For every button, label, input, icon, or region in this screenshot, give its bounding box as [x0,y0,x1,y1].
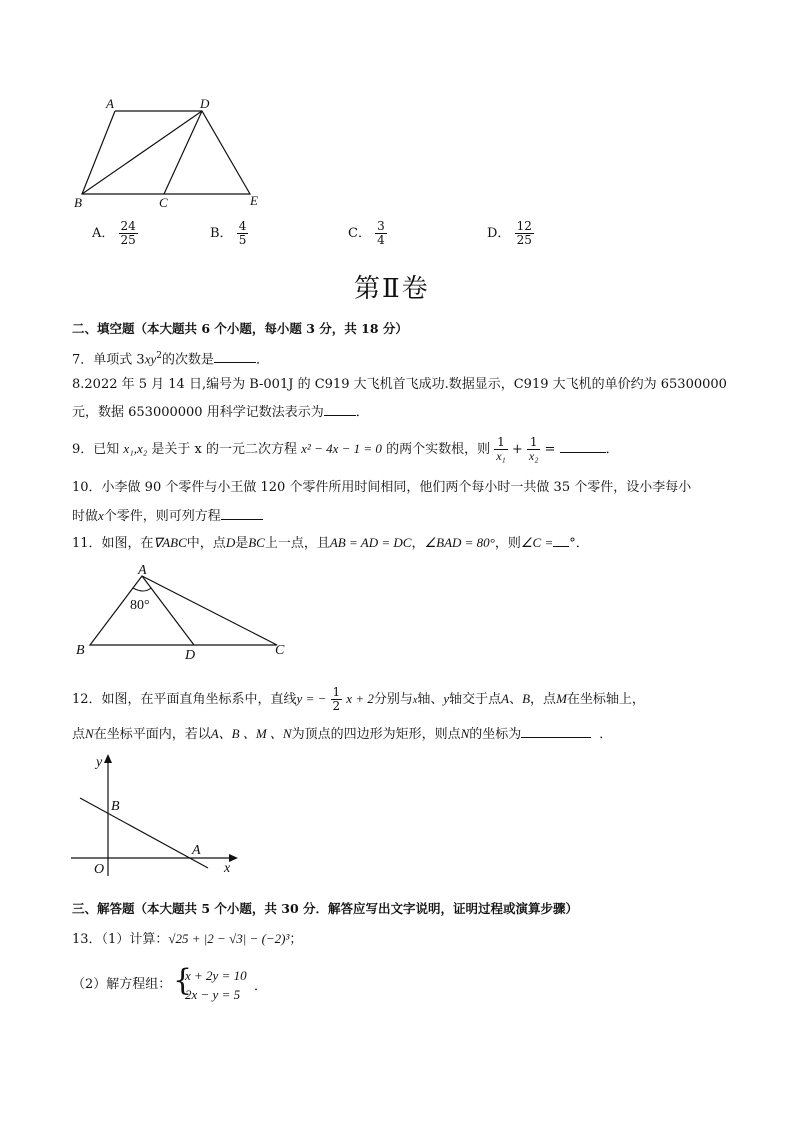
q11-mid2: 是 [235,536,249,551]
section-title: 第Ⅱ卷 [354,274,430,304]
option-d-den: 25 [516,233,532,247]
option-c-den: 4 [377,233,385,247]
q9-pre: 9．已知 [72,442,120,457]
option-b-fraction [237,220,249,247]
q9-mid: 是关于 x 的一元二次方程 [151,442,298,457]
question-8-line2 [72,403,369,422]
question-13-part1 [72,930,302,949]
fig-q12-label-x: x [224,861,231,876]
fig-q11-label-angle: 80° [130,598,150,613]
q11-angle-c: ∠C = [520,535,554,550]
q12-post2: 轴交于点 [449,692,502,707]
q10-answer-blank[interactable] [221,507,263,520]
q9-eqsign: = [544,442,556,457]
q12-a: A [501,691,510,706]
q10-line2a: 时做 [72,509,99,524]
q13-expression: √25 + |2 − √3| − (−2)³ [168,931,290,946]
option-c-label: C． [348,226,371,241]
q11-answer-blank[interactable] [553,534,569,547]
q12-x-axis: x [412,695,418,706]
part3-header: 三、解答题（本大题共 5 个小题，共 30 分．解答应写出文字说明，证明过程或演算步骤） [72,901,579,916]
option-b [210,220,248,247]
fig-q11-segment-ad [142,576,194,645]
option-c [348,220,387,247]
fig-q11-label-a: A [138,563,147,578]
q9-f2-num: 1 [527,436,541,450]
q9-fraction-1 [494,436,508,463]
question-10-line2 [72,507,263,526]
q12-end: ． [599,727,613,742]
q11-mid3: 上一点，且 [264,536,330,551]
q11-mid1: 中，点 [186,536,226,551]
q12-n: N [85,726,94,741]
fig-q6-diagonal-bd [82,111,202,194]
q7-var: xy [144,351,157,367]
q7-text-pre: 7．单项式 3 [72,352,145,368]
q9-end: ． [605,442,619,457]
q9-plus: + [511,442,523,457]
fig-q11-label-d: D [185,648,196,662]
q12-b: B [522,691,531,706]
q11-triangle: ∇ABC [153,535,187,550]
question-7 [72,347,269,369]
q13-semicolon: ； [289,932,303,947]
option-a [92,220,138,247]
option-a-label: A． [92,226,115,241]
q12-y-part: y = − [296,691,327,706]
figure-q11 [70,562,300,662]
option-d-num: 12 [516,219,532,233]
q9-f2-den: x₂ [528,449,539,463]
q13-eq1: x + 2y = 10 [185,968,247,983]
option-a-num: 24 [120,219,136,233]
q10-line2b: 个零件，则可列方程 [103,509,221,524]
fig-q6-label-e: E [250,193,258,208]
question-13-part2 [72,963,268,1006]
q11-pre: 11．如图，在 [72,536,154,551]
q11-comma: ， [411,536,425,551]
fig-q6-label-c: C [159,195,168,210]
fig-q6-label-a: A [106,96,114,111]
q13-brace: { [173,963,193,998]
q12-n2: N [460,726,470,741]
option-b-num: 4 [238,219,247,233]
q9-answer-blank[interactable] [560,440,606,453]
fig-q12-label-b: B [111,799,120,814]
q10-var: x [98,508,104,523]
option-a-den: 25 [120,233,136,247]
option-b-den: 5 [238,233,247,247]
question-11 [72,534,589,553]
option-d-fraction [515,220,534,247]
q11-angle: ∠BAD = 80° [424,535,495,550]
q12-post4: 在坐标轴上， [566,692,645,707]
option-c-num: 3 [377,219,385,233]
option-b-label: B． [210,226,233,241]
q7-sup: 2 [156,351,162,361]
q13-p1-label: 13．（1）计算： [72,932,169,947]
q12-line2f: 的坐标为 [469,727,522,742]
q8-answer-blank[interactable] [324,403,356,416]
option-a-fraction [119,220,138,247]
q12-m: M [556,691,567,706]
fig-q12-y-arrow [104,754,112,763]
option-d-label: D． [487,226,511,241]
q12-y-axis: y [443,691,450,706]
q12-line2b: 在坐标平面内，若以 [93,727,211,742]
q11-equality: AB = AD = DC [329,535,412,550]
fig-q6-label-b: B [74,195,82,210]
q8-end: ． [355,405,369,420]
fig-q6-label-d: D [200,96,210,111]
q12-frac-den: 2 [332,699,341,713]
q13-end: ． [254,979,268,994]
fig-q12-label-a: A [192,843,201,858]
figure-q12 [66,754,246,879]
q12-mid: 轴、 [417,692,444,707]
q9-post: 的两个实数根，则 [386,442,491,457]
q7-answer-blank[interactable] [214,350,256,363]
q12-answer-blank[interactable] [521,725,591,738]
q11-d: D [225,535,236,550]
q12-fraction [331,686,343,713]
q11-mid4: ，则 [494,536,521,551]
part2-header: 二、填空题（本大题共 6 个小题，每小题 3 分，共 18 分） [72,321,408,336]
fig-q11-label-c: C [275,643,285,658]
question-10-line1: 10．小李做 90 个零件与小王做 120 个零件所用时间相同，他们两个每小时一共做 35 个零件，设小李每小 [72,480,692,495]
q12-frac-num: 1 [332,685,341,699]
question-8-line1: 8.2022 年 5 月 14 日,编号为 B-001J 的 C919 大飞机首飞成功.数据显示，C919 大飞机的单价约为 65300000 [72,377,727,392]
q12-x-part: x + 2 [346,691,374,706]
question-12-line1 [72,684,645,716]
fig-q12-label-o: O [94,862,105,877]
q12-vertices: A、B 、M 、N [210,726,292,741]
fig-q12-x-arrow [229,854,238,862]
q13-eq2: 2x − y = 5 [185,987,241,1002]
question-12-line2 [72,725,612,744]
question-9 [72,434,619,465]
q9-fraction-2 [527,436,541,463]
figure-q6 [70,95,270,215]
q12-sep: 、 [509,692,523,707]
q11-bc: BC [248,535,265,550]
q7-text-post: 的次数是 [161,352,214,368]
fig-q6-outline [82,111,250,194]
fig-q11-label-b: B [76,643,85,658]
q13-p2-label: （2）解方程组： [72,977,172,992]
option-c-fraction [375,220,387,247]
q9-f1-num: 1 [494,436,508,450]
q9-vars: x₁,x₂ [123,441,148,456]
q7-end: ． [255,352,269,368]
q12-post: 分别与 [373,692,413,707]
q11-end: °． [569,536,589,551]
fig-q11-angle-arc [133,588,151,591]
q12-line2d: 为顶点的四边形为矩形，则点 [291,727,461,742]
q12-pre: 12．如图，在平面直角坐标系中，直线 [72,692,297,707]
q12-line2a: 点 [72,727,86,742]
q12-post3: ，点 [530,692,557,707]
fig-q12-label-y: y [96,755,103,770]
q8-line2-text: 元，数据 653000000 用科学记数法表示为 [72,405,324,420]
q9-f1-den: x₁ [496,449,506,463]
option-d [487,220,534,247]
fig-q11-triangle [90,576,277,645]
q9-equation: x² − 4x − 1 = 0 [301,441,382,456]
